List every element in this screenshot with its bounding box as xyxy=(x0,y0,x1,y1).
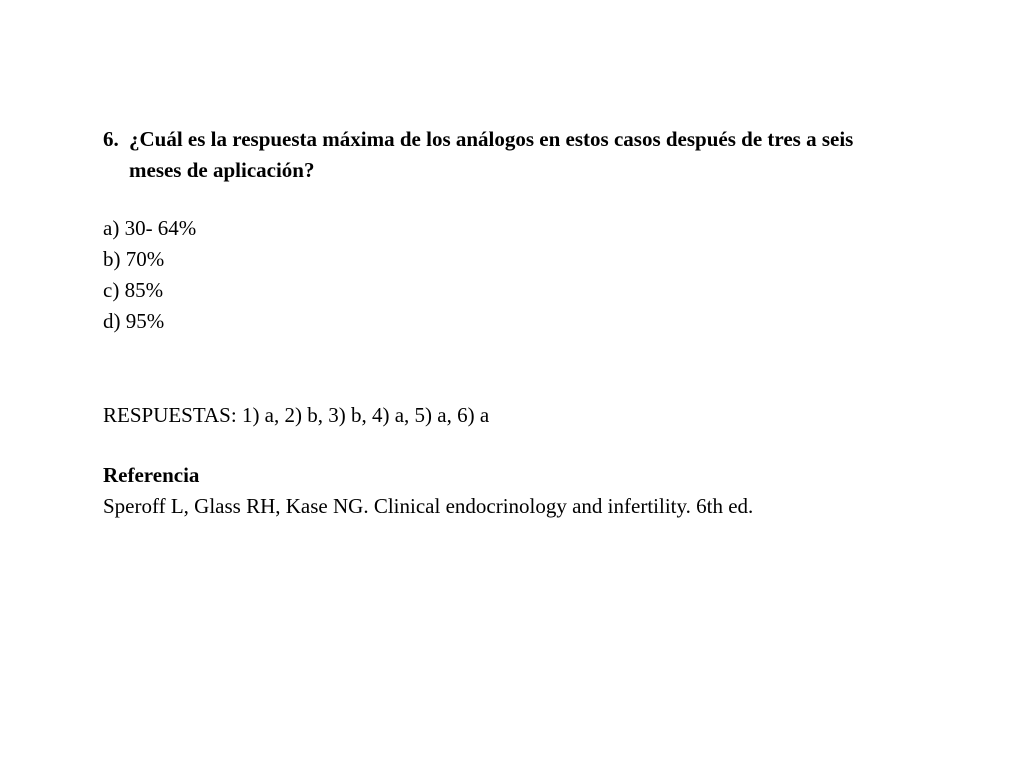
answer-options xyxy=(103,213,196,337)
question-line-1: ¿Cuál es la respuesta máxima de los análogos en estos casos después de tres a seis xyxy=(129,127,854,151)
option-d: d) 95% xyxy=(103,309,165,333)
question-text xyxy=(103,124,1018,186)
option-a: a) 30- 64% xyxy=(103,216,197,240)
option-b: b) 70% xyxy=(103,247,165,271)
reference-heading: Referencia xyxy=(103,463,200,487)
question-line-2: meses de aplicación? xyxy=(129,158,315,182)
option-c: c) 85% xyxy=(103,278,164,302)
answer-key: RESPUESTAS: 1) a, 2) b, 3) b, 4) a, 5) a, 6) a xyxy=(103,403,490,427)
reference-citation: Speroff L, Glass RH, Kase NG. Clinical endocrinology and infertility. 6th ed. xyxy=(103,494,754,518)
question-number: 6. xyxy=(103,127,119,151)
